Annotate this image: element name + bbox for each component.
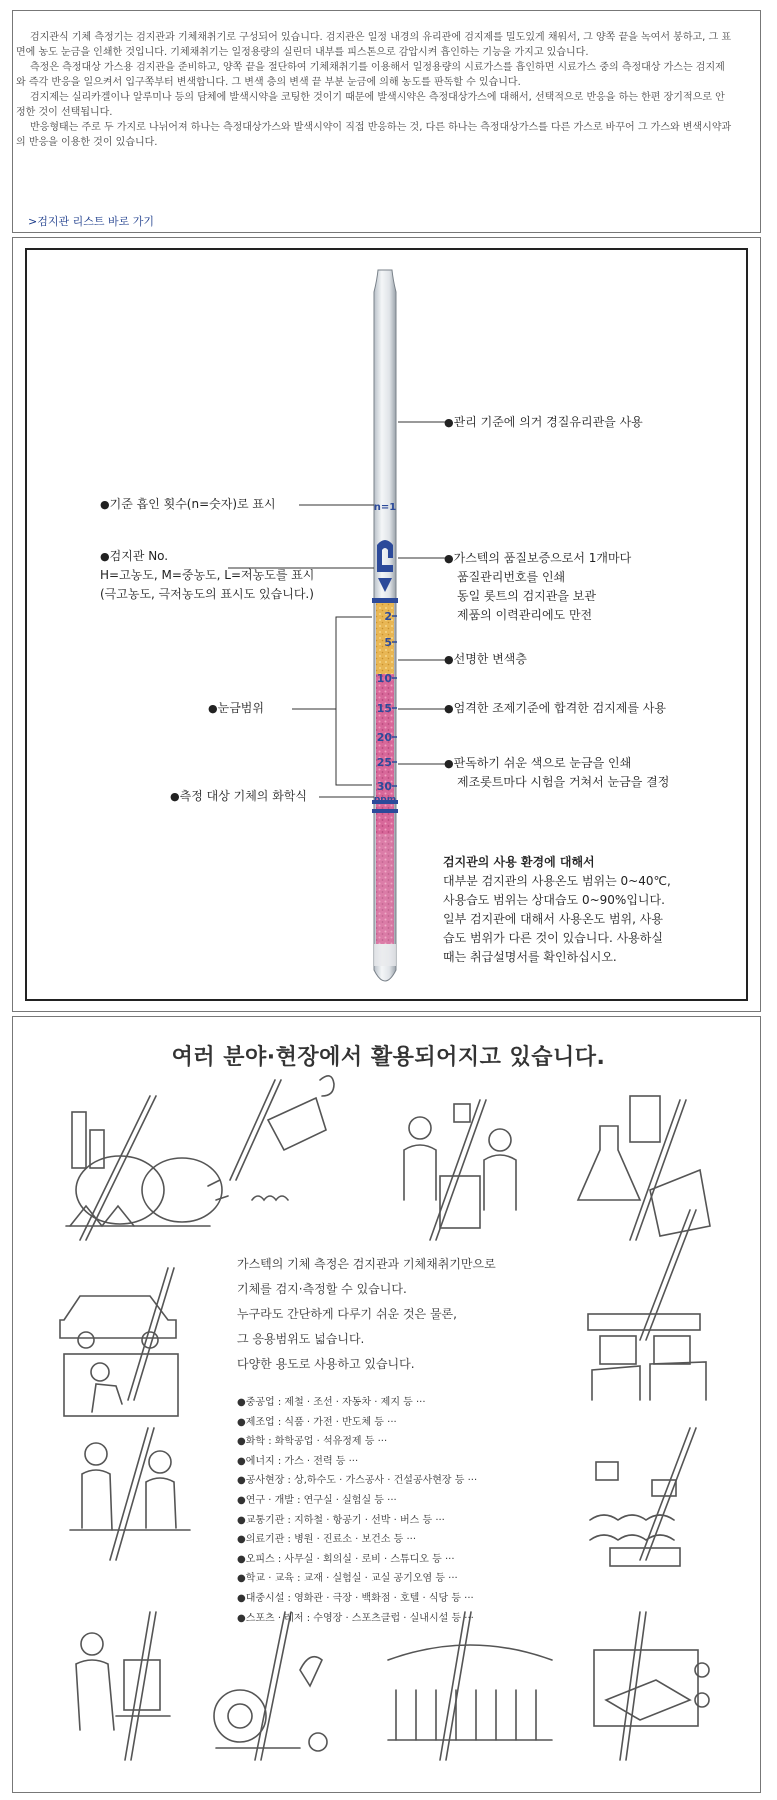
label-reagent: ●엄격한 조제기준에 합격한 검지제를 사용 (444, 701, 666, 715)
glassware-icon (578, 1096, 710, 1236)
label-tube-no: ●검지관 No. H=고농도, M=중농도, L=저농도를 표시 (극고농도, 극저농도의 표시도 있습니다.) (100, 549, 315, 601)
scale-mark: 10 (376, 672, 392, 685)
scale-mark: 2 (384, 610, 392, 623)
list-item: ●스포츠 · 레저 : 수영장 · 스포츠클럽 · 실내시설 등 ··· (237, 1612, 474, 1624)
theater-icon (388, 1645, 552, 1740)
list-item: ●중공업 : 제철 · 조선 · 자동차 · 제지 등 ··· (237, 1397, 426, 1408)
applications-description: 가스텍의 기체 측정은 검지관과 기체채취기만으로 기체를 검지·측정할 수 있습니다. 누구라도 간단하게 다루기 쉬운 것은 물론, 그 응용범위도 넓습니다. 다양한 용도로 사용하고 있습니다. (237, 1257, 496, 1371)
list-item: ●의료기관 : 병원 · 진료소 · 보건소 등 ··· (237, 1534, 416, 1546)
scale-mark: 5 (384, 636, 392, 649)
scale-mark: 15 (376, 702, 392, 715)
list-item: ●제조업 : 식품 · 가전 · 반도체 등 ··· (237, 1416, 397, 1428)
office-icon (76, 1633, 170, 1730)
school-icon (214, 1657, 327, 1751)
list-item: ●연구 · 개발 : 연구실 · 실험실 등 ··· (237, 1494, 397, 1506)
list-item: ●대중시설 : 영화관 · 극장 · 백화점 · 호텔 · 식당 등 ··· (237, 1592, 474, 1604)
list-item: ●공사현장 : 상,하수도 · 가스공사 · 건설공사현장 등 ··· (237, 1475, 478, 1487)
intro-paragraph-2: 측정은 측정대상 가스용 검지관을 준비하고, 양쪽 끝을 절단하여 기체채취기를 이용해서 일정용량의 시료가스를 흡인하면 시료가스 중의 측정대상 가스는 검지제와 즉각 반응을 일으켜서 입구쪽부터 변색합니다. 그 변색 층의 변색 끝 부분 눈금에 의해 농도를 판독할 수 있습니다. (16, 62, 725, 88)
industry-icon (66, 1112, 222, 1226)
list-item: ●교통기관 : 지하철 · 항공기 · 선박 · 버스 등 ··· (237, 1514, 445, 1526)
medical-icon (70, 1443, 190, 1530)
laboratory-workers-icon (404, 1104, 516, 1228)
electronics-icon (594, 1650, 709, 1726)
list-item: ●오피스 : 사무실 · 회의실 · 로비 · 스튜디오 등 ··· (237, 1553, 455, 1565)
transport-seat-icon (588, 1314, 706, 1400)
label-glass: ●관리 기준에 의거 경질유리관을 사용 (444, 415, 643, 429)
applications-list (237, 1393, 477, 1628)
tube-list-link[interactable]: >검지관 리스트 바로 가기 (28, 215, 154, 228)
applications-title: 여러 분야·현장에서 활용되어지고 있습니다. (171, 1045, 606, 1070)
pool-icon (590, 1462, 680, 1566)
usage-environment: 검지관의 사용 환경에 대해서 대부분 검지관의 사용온도 범위는 0~40℃, 사용습도 범위는 상대습도 0~90%입니다. 일부 검지관에 대해서 사용온도 범위, 사용 습도 범위가 다른 것이 있습니다. 사용하실 때는 취급설명서를 확인하십시오. (443, 853, 703, 967)
scale-mark: 20 (376, 731, 392, 744)
label-strokes: ●기준 흡인 횟수(n=숫자)로 표시 (100, 497, 276, 511)
label-formula: ●측정 대상 기체의 화학식 (170, 789, 307, 803)
list-item: ●에너지 : 가스 · 전력 등 ··· (237, 1455, 359, 1467)
intro-paragraph-3: 검지제는 실리카겔이나 알루미나 등의 담체에 발색시약을 코팅한 것이기 때문에 발색시약은 측정대상가스에 대해서, 선택적으로 반응을 하는 한편 장기적으로 안정한 것이 선택됩니다. (16, 92, 725, 118)
intro-paragraph-1: 검지관식 기체 측정기는 검지관과 기체채취기로 구성되어 있습니다. 검지관은 일정 내경의 유리관에 검지제를 밀도있게 채워서, 그 양쪽 끝을 녹여서 봉하고, 그 표면에 농도 눈금을 인쇄한 것입니다. 기체채취기는 일정용량의 실린더 내부를 피스톤으로 감압시켜 흡인하는 기능을 가지고 있습니다. (16, 32, 732, 58)
label-quality: ●가스텍의 품질보증으로서 1개마다 품질관리번호를 인쇄 동일 롯트의 검지관을 보관 제품의 이력관리에도 만전 (444, 551, 632, 622)
strokes-mark: n=1 (373, 502, 397, 513)
label-scale-range: ●눈금범위 (208, 701, 264, 715)
usage-environment-title: 검지관의 사용 환경에 대해서 (443, 855, 595, 869)
list-item: ●화학 : 화학공업 · 석유정제 등 ··· (237, 1436, 388, 1448)
unit-mark: ppm (373, 795, 397, 805)
scale-mark: 30 (376, 780, 392, 793)
scale-mark: 25 (376, 756, 392, 769)
label-print: ●판독하기 쉬운 색으로 눈금을 인쇄 제조롯트마다 시험을 거쳐서 눈금을 결정 (444, 756, 670, 789)
label-color: ●선명한 변색층 (444, 652, 527, 666)
intro-paragraph-4: 반응형태는 주로 두 가지로 나뉘어져 하나는 측정대상가스와 발색시약이 직접 반응하는 것, 다른 하나는 측정대상가스를 다른 가스로 바꾸어 그 가스와 변색시약과의 반응을 이용한 것이 있습니다. (16, 122, 732, 148)
factory-pour-icon (208, 1076, 334, 1200)
list-item: ●학교 · 교육 : 교재 · 실험실 · 교실 공기오염 등 ··· (237, 1573, 458, 1585)
